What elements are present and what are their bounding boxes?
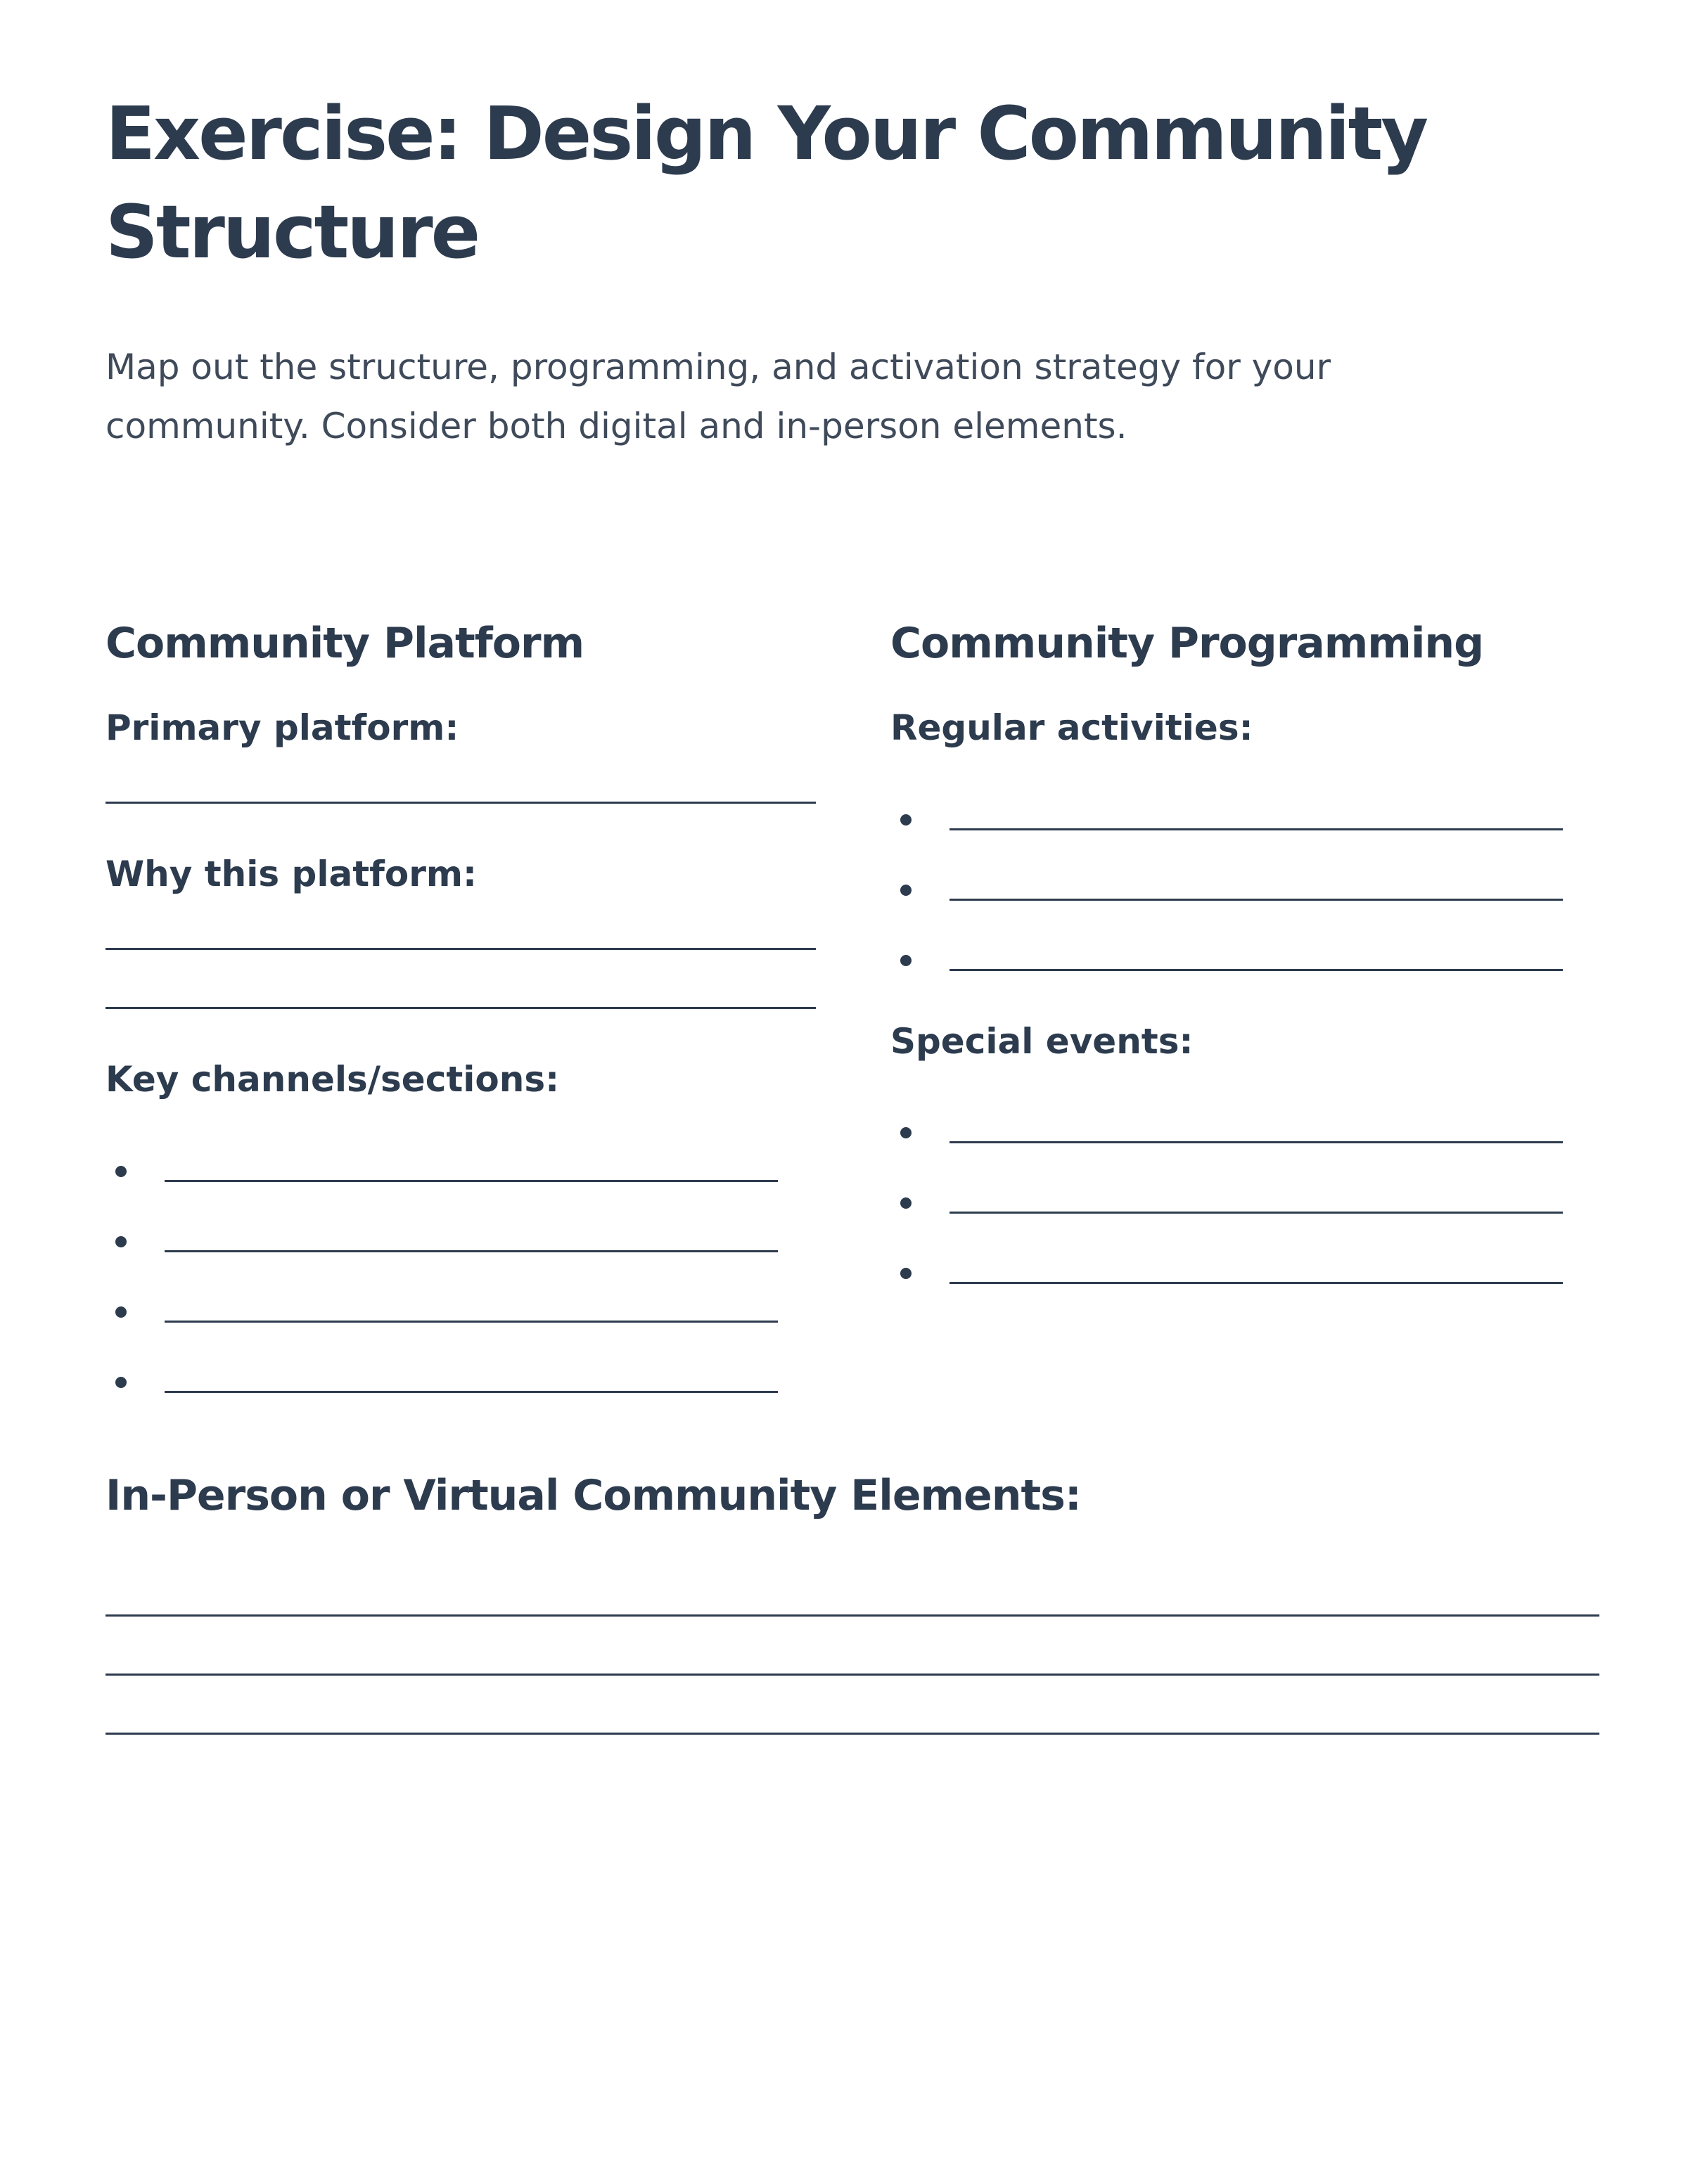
bullet-dot-icon xyxy=(115,1166,127,1177)
regular-activity-answer-line xyxy=(950,969,1563,971)
bullet-dot-icon xyxy=(900,814,912,826)
why-platform-answer-line-2[interactable] xyxy=(106,1007,816,1009)
bullet-dot-icon xyxy=(900,1268,912,1279)
community-programming-section xyxy=(890,612,1601,1062)
special-event-answer-line xyxy=(950,1141,1563,1143)
community-elements-answer-line-3[interactable] xyxy=(106,1733,1599,1735)
special-event-bullet-3[interactable] xyxy=(890,1262,1601,1297)
bullet-dot-icon xyxy=(115,1236,127,1247)
special-event-bullet-2[interactable] xyxy=(890,1192,1601,1227)
bullet-dot-icon xyxy=(900,955,912,966)
primary-platform-label: Primary platform: xyxy=(106,707,459,748)
community-elements-heading: In-Person or Virtual Community Elements: xyxy=(106,1471,1081,1520)
special-event-answer-line xyxy=(950,1212,1563,1214)
channel-bullet-1[interactable] xyxy=(106,1160,816,1195)
channel-answer-line xyxy=(165,1391,778,1393)
regular-activity-answer-line xyxy=(950,899,1563,901)
regular-activity-bullet-2[interactable] xyxy=(890,879,1601,914)
primary-platform-answer-line[interactable] xyxy=(106,802,816,804)
special-event-bullet-1[interactable] xyxy=(890,1122,1601,1157)
channel-bullet-3[interactable] xyxy=(106,1301,816,1336)
key-channels-label: Key channels/sections: xyxy=(106,1059,560,1100)
community-programming-heading: Community Programming xyxy=(890,619,1484,668)
special-event-answer-line xyxy=(950,1282,1563,1284)
channel-answer-line xyxy=(165,1321,778,1323)
bullet-dot-icon xyxy=(115,1306,127,1318)
bullet-dot-icon xyxy=(115,1377,127,1388)
bullet-dot-icon xyxy=(900,885,912,896)
regular-activity-answer-line xyxy=(950,828,1563,830)
community-platform-section xyxy=(106,612,816,1100)
bullet-dot-icon xyxy=(900,1197,912,1209)
channel-bullet-2[interactable] xyxy=(106,1231,816,1266)
regular-activities-label: Regular activities: xyxy=(890,707,1253,748)
special-events-label: Special events: xyxy=(890,1021,1194,1062)
why-platform-answer-line-1[interactable] xyxy=(106,948,816,950)
community-elements-answer-line-1[interactable] xyxy=(106,1614,1599,1617)
bullet-dot-icon xyxy=(900,1127,912,1138)
regular-activity-bullet-1[interactable] xyxy=(890,809,1601,844)
worksheet-page xyxy=(106,0,1599,2184)
regular-activity-bullet-3[interactable] xyxy=(890,949,1601,984)
channel-bullet-4[interactable] xyxy=(106,1371,816,1406)
page-title: Exercise: Design Your Community Structure xyxy=(106,91,1427,275)
why-platform-label: Why this platform: xyxy=(106,854,477,894)
channel-answer-line xyxy=(165,1250,778,1252)
channel-answer-line xyxy=(165,1180,778,1182)
community-platform-heading: Community Platform xyxy=(106,619,584,668)
community-elements-answer-line-2[interactable] xyxy=(106,1674,1599,1676)
page-subtitle: Map out the structure, programming, and activation strategy for your community. Consider both digital and in-person elements. xyxy=(106,347,1331,447)
